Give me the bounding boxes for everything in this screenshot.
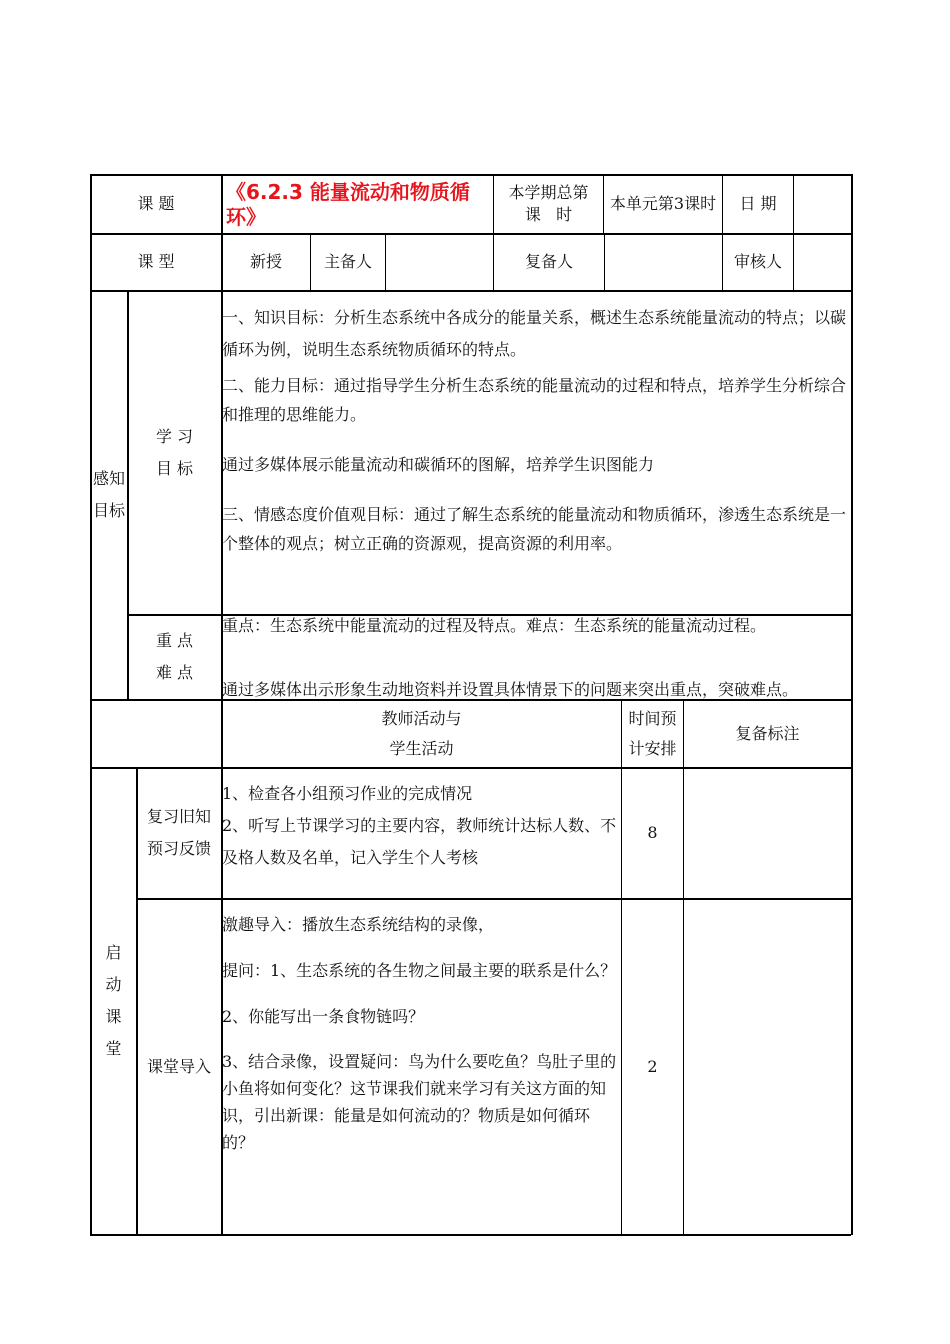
perception-section-label bbox=[91, 291, 127, 699]
term-total-lessons bbox=[494, 175, 603, 233]
intro-content bbox=[222, 910, 620, 1156]
launch-label-char: 动 bbox=[105, 975, 122, 994]
launch-section-label bbox=[91, 768, 136, 1234]
objective-ability: 二、能力目标：通过指导学生分析生态系统的能量流动的过程和特点，培养学生分析综合和推理的思维能力。 bbox=[222, 376, 847, 424]
co-preparer-value[interactable] bbox=[605, 234, 722, 290]
time-header-line2: 计安排 bbox=[628, 738, 677, 758]
objective-knowledge: 一、知识目标：分析生态系统中各成分的能量关系，概述生态系统能量流动的特点；以碳循环为例，说明生态系统物质循环的特点。 bbox=[222, 308, 847, 359]
topic-title: 《6.2.3 能量流动和物质循环》 bbox=[226, 180, 470, 229]
topic-label: 课 题 bbox=[137, 194, 175, 214]
intro-notes[interactable] bbox=[684, 899, 851, 1234]
objectives-label bbox=[128, 291, 221, 614]
intro-time: 2 bbox=[647, 1056, 658, 1076]
key-label-line1: 重 点 bbox=[155, 631, 194, 651]
perception-label-line2: 目标 bbox=[92, 501, 125, 520]
date-value[interactable] bbox=[794, 175, 851, 233]
term-total-line1: 本学期总第 bbox=[508, 183, 589, 203]
type-label: 课 型 bbox=[137, 252, 175, 272]
activity-column-header bbox=[222, 700, 621, 767]
main-preparer-label: 主备人 bbox=[323, 252, 372, 272]
intro-line: 3、结合录像，设置疑问：鸟为什么要吃鱼？鸟肚子里的小鱼将如何变化？这节课我们就来学习有关这方面的知识，引出新课：能量是如何流动的？物质是如何循环的？ bbox=[222, 1052, 617, 1152]
objectives-label-line1: 学 习 bbox=[155, 426, 194, 446]
perception-label-line1: 感知 bbox=[92, 469, 125, 489]
key-points-label bbox=[128, 615, 221, 699]
time-column-header bbox=[622, 700, 683, 767]
key-points-text: 重点：生态系统中能量流动的过程及特点。难点：生态系统的能量流动过程。 bbox=[222, 616, 767, 635]
launch-label-char: 堂 bbox=[105, 1039, 122, 1058]
intro-line: 提问：1、生态系统的各生物之间最主要的联系是什么？ bbox=[222, 961, 617, 980]
review-content bbox=[222, 778, 620, 874]
table-border-right bbox=[851, 174, 853, 1235]
review-line: 2、听写上节课学习的主要内容，教师统计达标人数、不及格人数及名单，记入学生个人考核 bbox=[222, 816, 617, 867]
launch-label-char: 启 bbox=[105, 943, 122, 962]
unit-lesson-number: 本单元第3课时 bbox=[609, 194, 717, 214]
notes-column-header: 复备标注 bbox=[735, 723, 800, 743]
activity-header-line2: 学生活动 bbox=[389, 738, 454, 758]
activity-header-line1: 教师活动与 bbox=[381, 708, 462, 728]
table-border-bottom bbox=[90, 1234, 851, 1236]
review-label-line1: 复习旧知 bbox=[146, 807, 211, 826]
term-total-line2: 课 时 bbox=[524, 205, 573, 224]
type-value: 新授 bbox=[249, 252, 282, 272]
review-time: 8 bbox=[647, 823, 658, 843]
main-preparer-value[interactable] bbox=[386, 234, 493, 290]
objective-emotion: 三、情感态度价值观目标：通过了解生态系统的能量流动和物质循环，渗透生态系统是一个整体的观点；树立正确的资源观，提高资源的利用率。 bbox=[222, 505, 847, 553]
intro-label: 课堂导入 bbox=[146, 1056, 211, 1076]
intro-line: 2、你能写出一条食物链吗？ bbox=[222, 1007, 425, 1026]
key-label-line2: 难 点 bbox=[155, 663, 194, 682]
objective-diagram-skill: 通过多媒体展示能量流动和碳循环的图解，培养学生识图能力 bbox=[222, 455, 655, 474]
objectives-label-line2: 目 标 bbox=[155, 458, 194, 478]
review-notes[interactable] bbox=[684, 768, 851, 898]
launch-label-char: 课 bbox=[105, 1007, 122, 1026]
key-points-method: 通过多媒体出示形象生动地资料并设置具体情景下的问题来突出重点，突破难点。 bbox=[222, 680, 799, 699]
review-label-line2: 预习反馈 bbox=[146, 839, 211, 858]
co-preparer-label: 复备人 bbox=[524, 252, 573, 272]
reviewer-value[interactable] bbox=[794, 234, 851, 290]
time-header-line1: 时间预 bbox=[628, 708, 677, 728]
date-label: 日 期 bbox=[739, 194, 777, 214]
review-line: 1、检查各小组预习作业的完成情况 bbox=[222, 784, 473, 803]
reviewer-label: 审核人 bbox=[733, 252, 782, 272]
review-label bbox=[137, 768, 221, 898]
intro-line: 激趣导入：播放生态系统结构的录像， bbox=[222, 915, 495, 934]
